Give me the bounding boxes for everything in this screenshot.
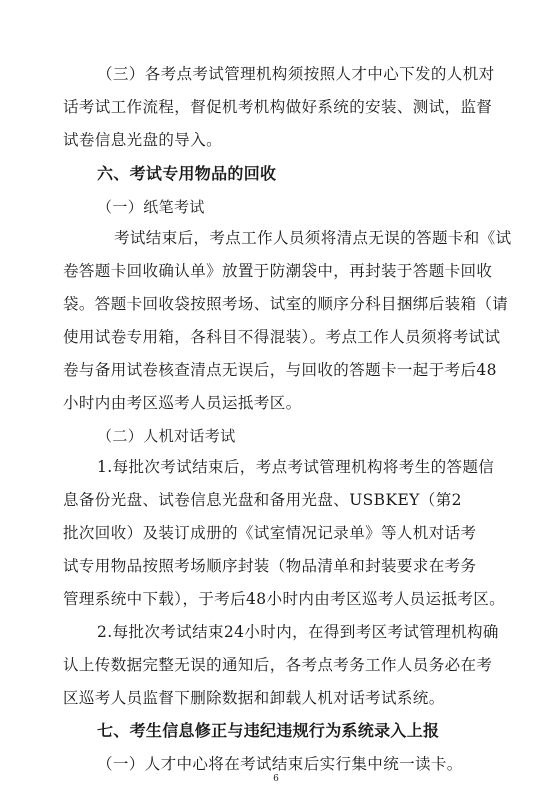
paragraph-line: 2.每批次考试结束24小时内，在得到考区考试管理机构确 <box>97 623 499 641</box>
paragraph-line: 管理系统中下载），于考后48小时内由考区巡考人员运抵考区。 <box>63 590 506 608</box>
paragraph-line: 1.每批次考试结束后，考点考试管理机构将考生的答题信 <box>97 458 495 476</box>
subsection-heading: （一）纸笔考试 <box>97 198 205 216</box>
paragraph-line: 卷答题卡回收确认单》放置于防潮袋中，再封装于答题卡回收 <box>63 262 493 280</box>
paragraph-line: 袋。答题卡回收袋按照考场、试室的顺序分科目捆绑后装箱（请 <box>63 295 509 313</box>
paragraph-line: 试专用物品按照考场顺序封装（物品清单和封装要求在考务 <box>63 557 477 575</box>
paragraph-line: 使用试卷专用箱，各科目不得混装）。考点工作人员须将考试试 <box>63 328 501 346</box>
paragraph-line: 批次回收）及装订成册的《试室情况记录单》等人机对话考 <box>63 524 477 542</box>
paragraph-line: 小时内由考区巡考人员运抵考区。 <box>63 394 302 412</box>
page-number: 6 <box>273 774 279 784</box>
section-heading: 七、考生信息修正与违纪违规行为系统录入上报 <box>97 721 440 740</box>
paragraph-line: 考试结束后，考点工作人员须将清点无误的答题卡和《试 <box>114 229 512 247</box>
paragraph-line: 息备份光盘、试卷信息光盘和备用光盘、USBKEY（第2 <box>63 491 462 509</box>
paragraph-line: 试卷信息光盘的导入。 <box>63 131 223 149</box>
paragraph-line: 话考试工作流程，督促机考机构做好系统的安装、测试，监督 <box>63 98 493 116</box>
subsection-heading: （二）人机对话考试 <box>97 427 236 445</box>
paragraph-line: （一）人才中心将在考试结束后实行集中统一读卡。 <box>97 755 463 773</box>
section-heading: 六、考试专用物品的回收 <box>97 164 277 183</box>
paragraph-line: （三）各考点考试管理机构须按照人才中心下发的人机对 <box>97 65 495 83</box>
paragraph-line: 卷与备用试卷核查清点无误后，与回收的答题卡一起于考后48 <box>63 361 497 379</box>
paragraph-line: 认上传数据完整无误的通知后，各考点考务工作人员务必在考 <box>63 656 493 674</box>
paragraph-line: 区巡考人员监督下删除数据和卸载人机对话考试系统。 <box>63 689 445 707</box>
